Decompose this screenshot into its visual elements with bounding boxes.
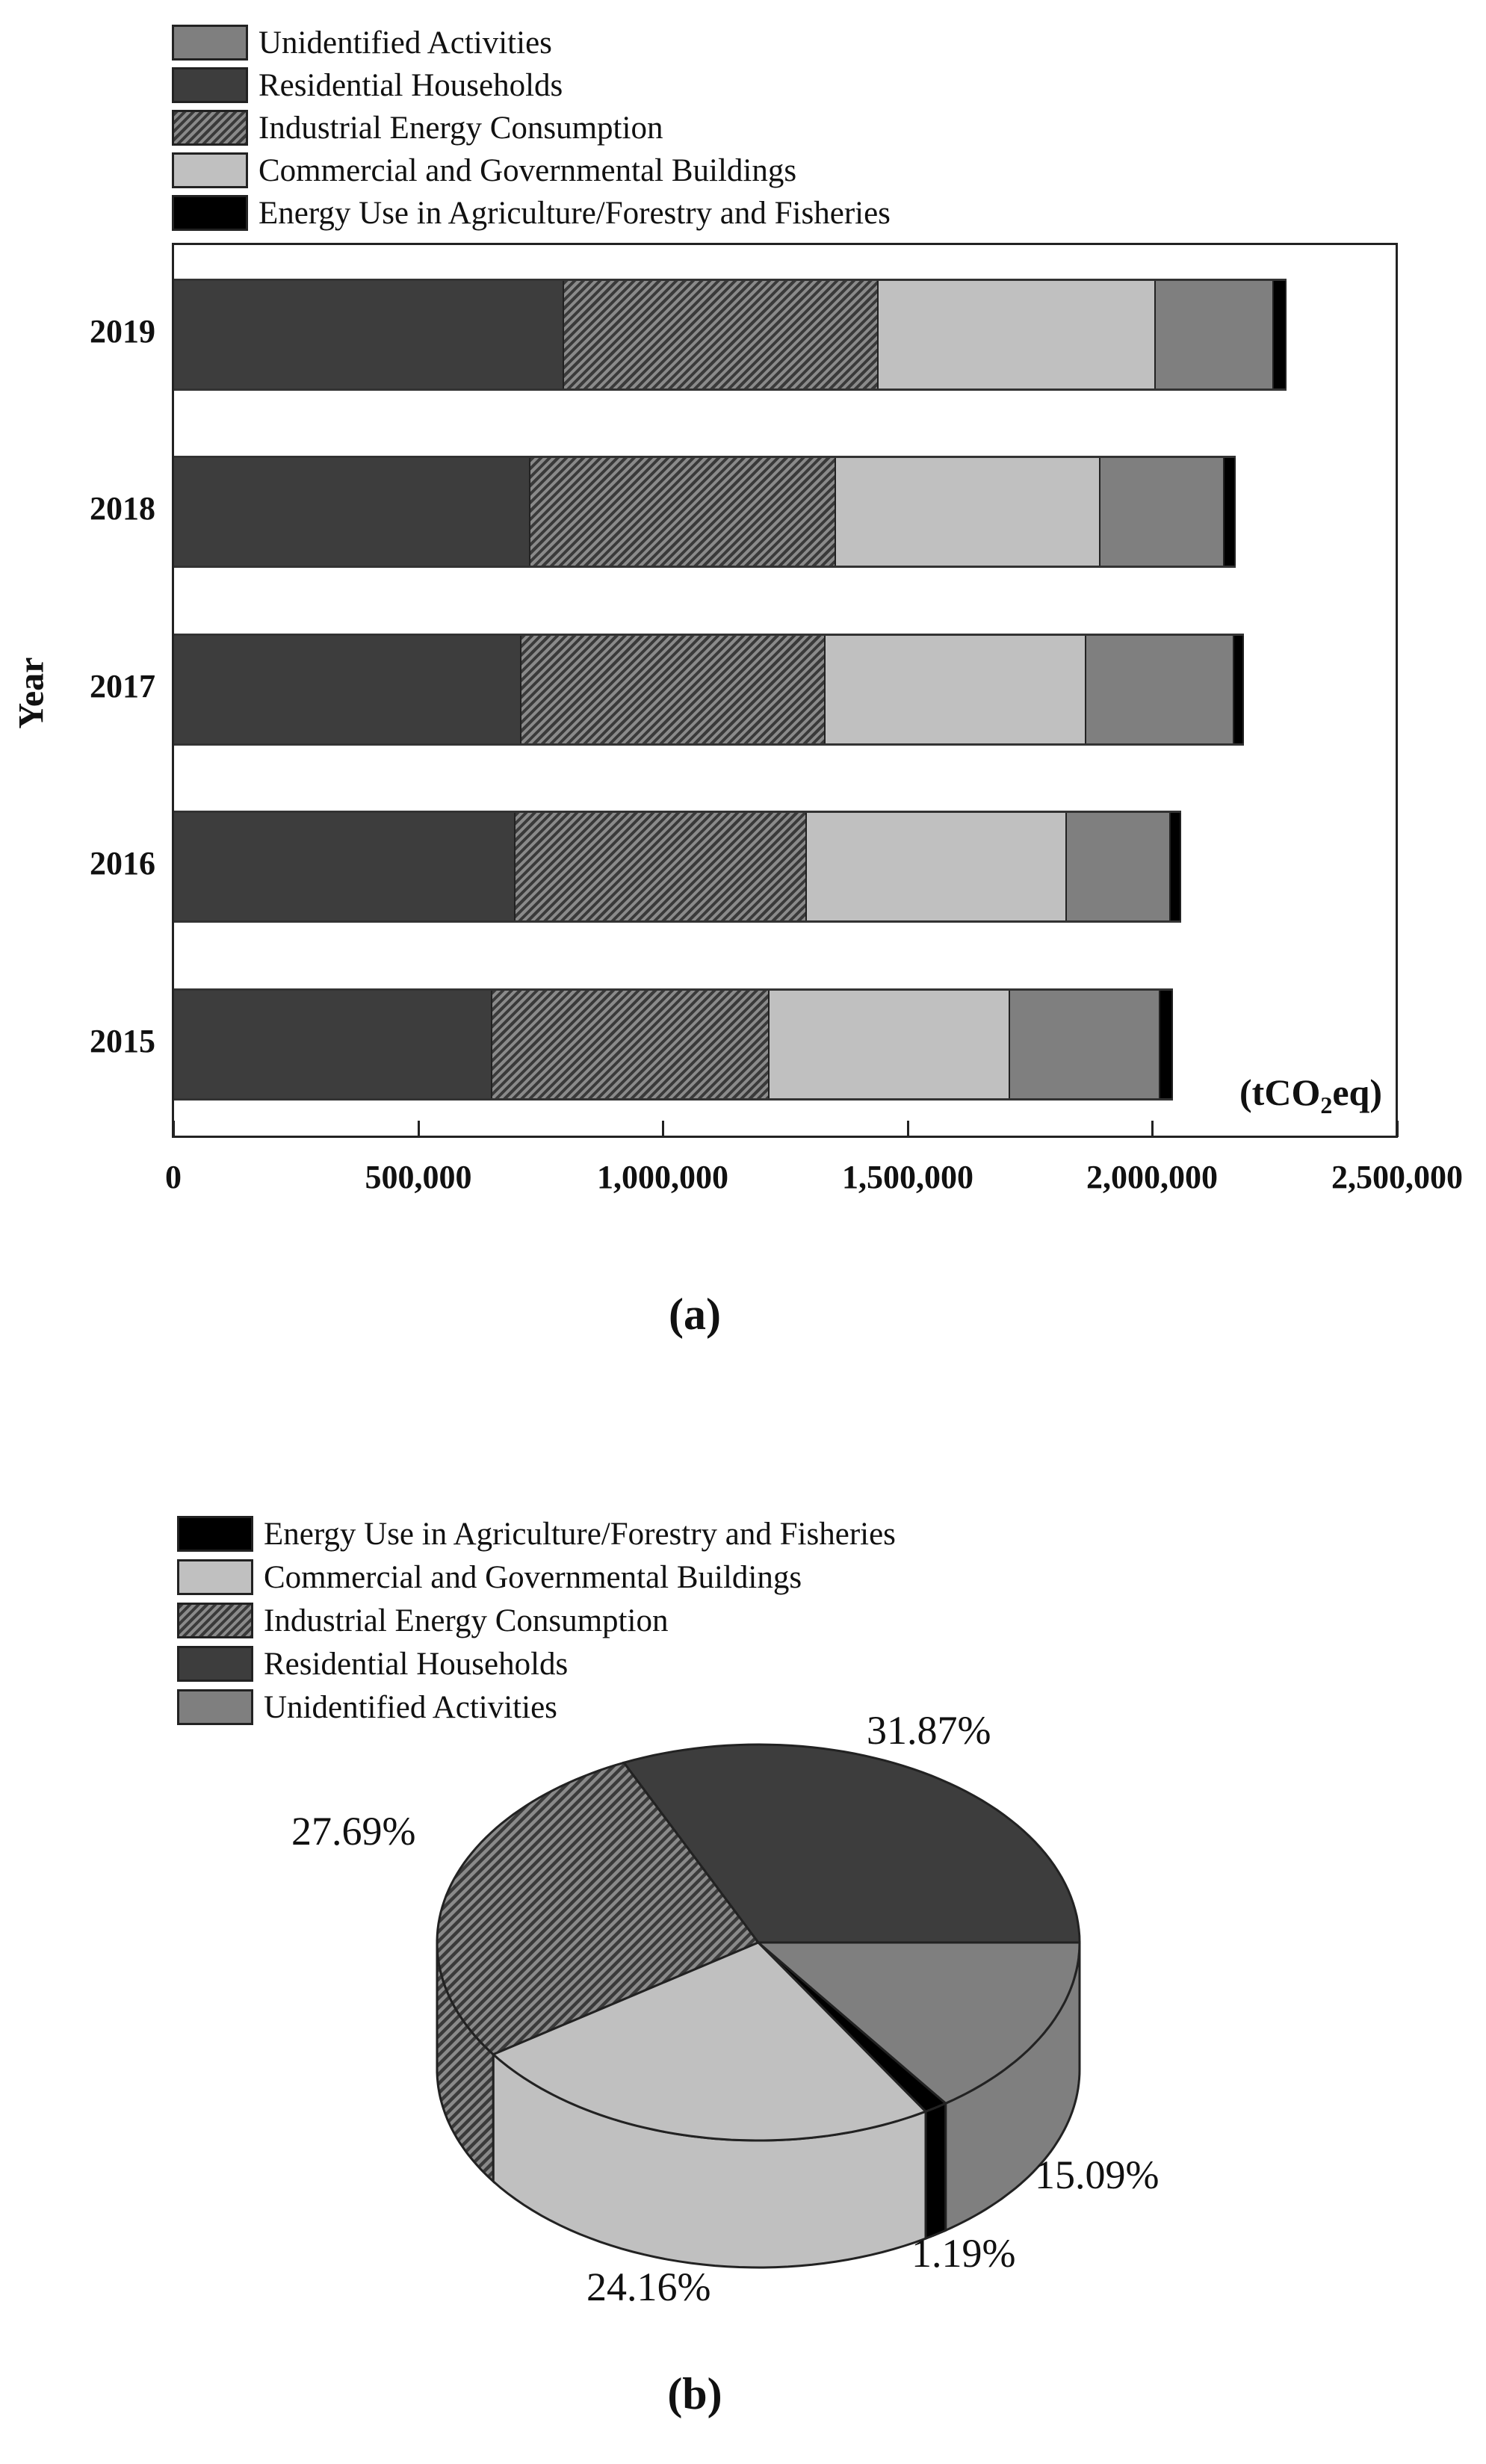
legend-label: Energy Use in Agriculture/Forestry and Fisheries xyxy=(264,1516,896,1552)
pie-side-wall xyxy=(926,2103,946,2238)
pct-agriculture: 1.19% xyxy=(911,2231,1016,2276)
legend-label: Unidentified Activities xyxy=(258,25,552,61)
legend-label: Energy Use in Agriculture/Forestry and Fisheries xyxy=(258,195,891,231)
legend-label: Commercial and Governmental Buildings xyxy=(264,1559,802,1595)
ytick-2017: 2017 xyxy=(90,668,155,705)
unit-label-sub: 2 xyxy=(1320,1092,1333,1118)
xtick-label-3: 1,500,000 xyxy=(842,1159,973,1195)
ytick-2018: 2018 xyxy=(90,490,155,527)
legend-label: Commercial and Governmental Buildings xyxy=(258,152,797,188)
xtick-label-1: 500,000 xyxy=(365,1159,472,1195)
caption-b: (b) xyxy=(667,2369,722,2418)
legend-label: Industrial Energy Consumption xyxy=(258,110,663,146)
pct-residential: 31.87% xyxy=(867,1708,991,1753)
legend-label: Residential Households xyxy=(258,67,563,103)
legend-label: Industrial Energy Consumption xyxy=(264,1603,669,1638)
xtick-label-5: 2,500,000 xyxy=(1331,1159,1463,1195)
y-axis-label: Year xyxy=(11,657,52,729)
pct-unidentified: 15.09% xyxy=(1035,2152,1160,2197)
ytick-2016: 2016 xyxy=(90,845,155,882)
xtick-label-4: 2,000,000 xyxy=(1086,1159,1218,1195)
unit-label-end: eq) xyxy=(1332,1071,1382,1113)
ytick-2015: 2015 xyxy=(90,1023,155,1059)
pct-industrial: 27.69% xyxy=(291,1809,416,1854)
legend-label: Unidentified Activities xyxy=(264,1689,557,1725)
legend-label: Residential Households xyxy=(264,1646,569,1682)
xtick-label-2: 1,000,000 xyxy=(597,1159,728,1195)
unit-label-main: (tCO xyxy=(1239,1071,1321,1113)
xtick-label-0: 0 xyxy=(165,1159,182,1195)
caption-a: (a) xyxy=(669,1290,721,1339)
pct-commercial: 24.16% xyxy=(586,2265,711,2309)
ytick-2019: 2019 xyxy=(90,313,155,350)
